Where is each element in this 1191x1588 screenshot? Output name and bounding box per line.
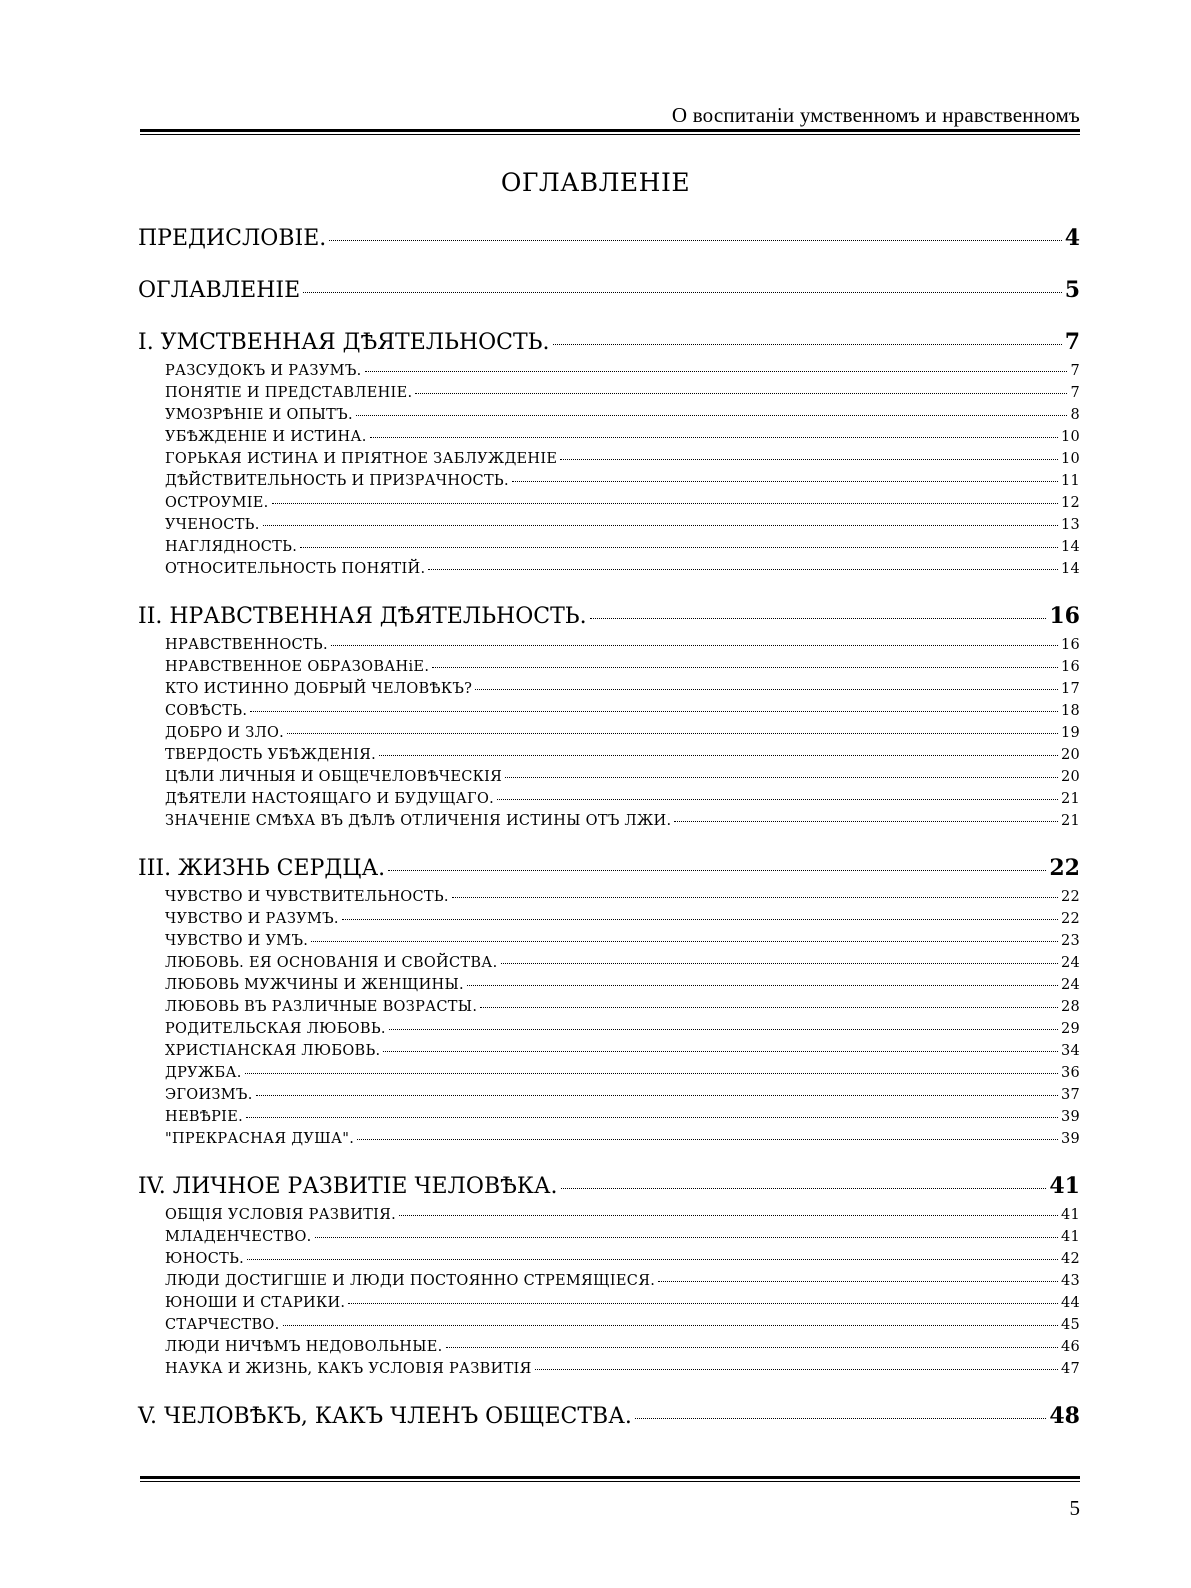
toc-entry-title: ДѢЙСТВИТЕЛЬНОСТЬ И ПРИЗРАЧНОСТЬ. bbox=[165, 473, 509, 489]
dot-leader bbox=[560, 459, 1058, 460]
running-header: О воспитанiи умственномъ и нравственномъ bbox=[671, 103, 1080, 127]
dot-leader bbox=[263, 525, 1058, 526]
toc-entry-page: 48 bbox=[1049, 1403, 1080, 1429]
toc-section-entry[interactable] bbox=[138, 1065, 1080, 1087]
toc-entry-title: УБѢЖДЕНIЕ И ИСТИНА. bbox=[165, 429, 367, 445]
toc-entry-page: 39 bbox=[1060, 1131, 1080, 1147]
toc-entry-page: 42 bbox=[1060, 1251, 1080, 1267]
toc-entry-title: ОБЩIЯ УСЛОВIЯ РАЗВИТIЯ. bbox=[165, 1207, 397, 1223]
toc-entry-title: КТО ИСТИННО ДОБРЫЙ ЧЕЛОВѢКЪ? bbox=[165, 681, 473, 697]
page-number: 5 bbox=[1069, 1496, 1080, 1520]
toc-entry-page: 19 bbox=[1060, 725, 1080, 741]
toc-entry-title: ЛЮДИ ДОСТИГШIЕ И ЛЮДИ ПОСТОЯННО СТРЕМЯЩIЕСЯ. bbox=[165, 1273, 656, 1289]
toc-section-entry[interactable] bbox=[138, 429, 1080, 451]
toc-entry-title: РАЗСУДОКЪ И РАЗУМЪ. bbox=[165, 363, 362, 379]
toc-section-entry[interactable] bbox=[138, 1361, 1080, 1383]
toc-section-entry[interactable] bbox=[138, 1087, 1080, 1109]
toc-entry-page: 41 bbox=[1049, 1173, 1080, 1199]
toc-entry-title: ЧУВСТВО И РАЗУМЪ. bbox=[165, 911, 339, 927]
toc-entry-page: 14 bbox=[1060, 561, 1080, 577]
toc-entry-page: 36 bbox=[1060, 1065, 1080, 1081]
toc-entry-page: 46 bbox=[1060, 1339, 1080, 1355]
toc-entry-page: 24 bbox=[1060, 977, 1080, 993]
toc-entry-title: "ПРЕКРАСНАЯ ДУША". bbox=[165, 1131, 355, 1147]
toc-entry-title: ОГЛАВЛЕНIЕ bbox=[138, 278, 301, 303]
footer-rule bbox=[140, 1476, 1080, 1482]
dot-leader bbox=[250, 711, 1058, 712]
dot-leader bbox=[452, 897, 1058, 898]
toc-entry-title: ДѢЯТЕЛИ НАСТОЯЩАГО И БУДУЩАГО. bbox=[165, 791, 495, 807]
toc-chapter-entry[interactable] bbox=[138, 855, 1080, 887]
dot-leader bbox=[246, 1117, 1058, 1118]
toc-section-entry[interactable] bbox=[138, 1131, 1080, 1153]
toc-entry-title: II. НРАВСТВЕННАЯ ДѢЯТЕЛЬНОСТЬ. bbox=[138, 604, 587, 629]
toc-chapter-entry[interactable] bbox=[138, 1403, 1080, 1435]
dot-leader bbox=[501, 963, 1058, 964]
toc-section-entry[interactable] bbox=[138, 473, 1080, 495]
dot-leader bbox=[315, 1237, 1058, 1238]
toc-section-entry[interactable] bbox=[138, 889, 1080, 911]
toc-entry-title: ДОБРО И ЗЛО. bbox=[165, 725, 285, 741]
toc-entry-title: УЧЕНОСТЬ. bbox=[165, 517, 260, 533]
dot-leader bbox=[342, 919, 1058, 920]
toc-entry-page: 21 bbox=[1060, 813, 1080, 829]
dot-leader bbox=[480, 1007, 1058, 1008]
dot-leader bbox=[370, 437, 1058, 438]
toc-section-entry[interactable] bbox=[138, 1251, 1080, 1273]
toc-entry-title: ТВЕРДОСТЬ УБѢЖДЕНIЯ. bbox=[165, 747, 377, 763]
dot-leader bbox=[497, 799, 1058, 800]
toc-entry-page: 23 bbox=[1060, 933, 1080, 949]
toc-entry-page: 14 bbox=[1060, 539, 1080, 555]
toc-entry-page: 39 bbox=[1060, 1109, 1080, 1125]
header-rule bbox=[140, 129, 1080, 135]
toc-entry-page: 13 bbox=[1060, 517, 1080, 533]
toc-entry-title: ДРУЖБА. bbox=[165, 1065, 242, 1081]
toc-entry-page: 10 bbox=[1060, 429, 1080, 445]
toc-entry-page: 45 bbox=[1060, 1317, 1080, 1333]
toc-entry-title: ГОРЬКАЯ ИСТИНА И ПРIЯТНОЕ ЗАБЛУЖДЕНIЕ bbox=[165, 451, 558, 467]
toc-entry-title: УМОЗРѢНIЕ И ОПЫТЪ. bbox=[165, 407, 353, 423]
toc-entry-page: 28 bbox=[1060, 999, 1080, 1015]
toc-section-entry[interactable] bbox=[138, 451, 1080, 473]
page-title: ОГЛАВЛЕНIЕ bbox=[500, 168, 691, 197]
toc-entry-title: ЛЮДИ НИЧѢМЪ НЕДОВОЛЬНЫЕ. bbox=[165, 1339, 443, 1355]
toc-entry-page: 20 bbox=[1060, 769, 1080, 785]
dot-leader bbox=[356, 415, 1068, 416]
toc-section-entry[interactable] bbox=[138, 681, 1080, 703]
toc-entry-page: 17 bbox=[1060, 681, 1080, 697]
toc-entry-page: 8 bbox=[1070, 407, 1080, 423]
dot-leader bbox=[287, 733, 1058, 734]
toc-entry-title: НРАВСТВЕННОЕ ОБРАЗОВАНiЕ. bbox=[165, 659, 430, 675]
toc-section-entry[interactable] bbox=[138, 1295, 1080, 1317]
dot-leader bbox=[329, 240, 1061, 241]
toc-section-entry[interactable] bbox=[138, 407, 1080, 429]
toc-entry-page: 16 bbox=[1060, 637, 1080, 653]
toc-section-entry[interactable] bbox=[138, 1109, 1080, 1131]
dot-leader bbox=[512, 481, 1058, 482]
toc-section-entry[interactable] bbox=[138, 977, 1080, 999]
toc-section-entry[interactable] bbox=[138, 1043, 1080, 1065]
dot-leader bbox=[247, 1259, 1058, 1260]
dot-leader bbox=[535, 1369, 1058, 1370]
dot-leader bbox=[553, 344, 1062, 345]
toc-section-entry[interactable] bbox=[138, 385, 1080, 407]
toc-entry-title: ЛЮБОВЬ ВЪ РАЗЛИЧНЫЕ ВОЗРАСТЫ. bbox=[165, 999, 478, 1015]
toc-section-entry[interactable] bbox=[138, 1339, 1080, 1361]
dot-leader bbox=[245, 1073, 1058, 1074]
toc-entry-page: 41 bbox=[1060, 1207, 1080, 1223]
toc-section-entry[interactable] bbox=[138, 955, 1080, 977]
toc-entry-title: НЕВѢРIЕ. bbox=[165, 1109, 244, 1125]
toc-entry-title: РОДИТЕЛЬСКАЯ ЛЮБОВЬ. bbox=[165, 1021, 386, 1037]
toc-entry-title: ЭГОИЗМЪ. bbox=[165, 1087, 253, 1103]
toc-entry-title: СТАРЧЕСТВО. bbox=[165, 1317, 280, 1333]
toc-section-entry[interactable] bbox=[138, 1021, 1080, 1043]
toc-entry-page: 7 bbox=[1070, 363, 1080, 379]
toc-entry-title: ЦѢЛИ ЛИЧНЫЯ И ОБЩЕЧЕЛОВѢЧЕСКIЯ bbox=[165, 769, 503, 785]
toc-entry-title: ХРИСТIАНСКАЯ ЛЮБОВЬ. bbox=[165, 1043, 381, 1059]
toc-entry-page: 16 bbox=[1049, 603, 1080, 629]
dot-leader bbox=[379, 755, 1058, 756]
dot-leader bbox=[432, 667, 1058, 668]
dot-leader bbox=[561, 1188, 1047, 1189]
toc-entry-page: 37 bbox=[1060, 1087, 1080, 1103]
toc-entry-title: НАГЛЯДНОСТЬ. bbox=[165, 539, 298, 555]
toc-section-entry[interactable] bbox=[138, 911, 1080, 933]
dot-leader bbox=[399, 1215, 1058, 1216]
toc-section-entry[interactable] bbox=[138, 769, 1080, 791]
dot-leader bbox=[428, 569, 1058, 570]
toc-entry-title: ПРЕДИСЛОВIЕ. bbox=[138, 226, 327, 251]
toc-entry-title: V. ЧЕЛОВѢКЪ, КАКЪ ЧЛЕНЪ ОБЩЕСТВА. bbox=[138, 1404, 632, 1429]
toc-entry-title: ЛЮБОВЬ МУЖЧИНЫ И ЖЕНЩИНЫ. bbox=[165, 977, 464, 993]
toc-chapter-entry[interactable] bbox=[138, 603, 1080, 635]
toc-section-entry[interactable] bbox=[138, 813, 1080, 835]
toc-entry-title: ОСТРОУМIЕ. bbox=[165, 495, 269, 511]
dot-leader bbox=[256, 1095, 1058, 1096]
toc-section-entry[interactable] bbox=[138, 1317, 1080, 1339]
toc-entry-page: 34 bbox=[1060, 1043, 1080, 1059]
toc-section-entry[interactable] bbox=[138, 999, 1080, 1021]
toc-section-entry[interactable] bbox=[138, 561, 1080, 583]
dot-leader bbox=[674, 821, 1058, 822]
toc-entry-page: 24 bbox=[1060, 955, 1080, 971]
dot-leader bbox=[331, 645, 1058, 646]
toc-entry-title: СОВѢСТЬ. bbox=[165, 703, 248, 719]
toc-entry-title: ОТНОСИТЕЛЬНОСТЬ ПОНЯТIЙ. bbox=[165, 561, 426, 577]
toc-entry-page: 10 bbox=[1060, 451, 1080, 467]
dot-leader bbox=[505, 777, 1058, 778]
toc-entry-page: 12 bbox=[1060, 495, 1080, 511]
dot-leader bbox=[365, 371, 1068, 372]
toc-entry-page: 7 bbox=[1064, 329, 1080, 355]
toc-section-entry[interactable] bbox=[138, 659, 1080, 681]
toc-entry-page: 22 bbox=[1060, 889, 1080, 905]
toc-entry-title: ПОНЯТIЕ И ПРЕДСТАВЛЕНIЕ. bbox=[165, 385, 413, 401]
toc-section-entry[interactable] bbox=[138, 791, 1080, 813]
dot-leader bbox=[446, 1347, 1058, 1348]
toc-entry-page: 7 bbox=[1070, 385, 1080, 401]
dot-leader bbox=[635, 1418, 1047, 1419]
toc-section-entry[interactable] bbox=[138, 363, 1080, 385]
toc-entry-page: 22 bbox=[1060, 911, 1080, 927]
toc-entry-title: НРАВСТВЕННОСТЬ. bbox=[165, 637, 328, 653]
toc-entry-page: 5 bbox=[1064, 277, 1080, 303]
toc-entry-title: I. УМСТВЕННАЯ ДѢЯТЕЛЬНОСТЬ. bbox=[138, 330, 550, 355]
dot-leader bbox=[383, 1051, 1057, 1052]
toc-entry-title: ЧУВСТВО И УМЪ. bbox=[165, 933, 309, 949]
dot-leader bbox=[357, 1139, 1058, 1140]
toc-entry-title: III. ЖИЗНЬ СЕРДЦА. bbox=[138, 856, 386, 881]
dot-leader bbox=[590, 618, 1047, 619]
toc-chapter-entry[interactable] bbox=[138, 1173, 1080, 1205]
dot-leader bbox=[388, 870, 1046, 871]
toc-section-entry[interactable] bbox=[138, 637, 1080, 659]
toc-entry-page: 41 bbox=[1060, 1229, 1080, 1245]
toc-entry-title: ЮНОСТЬ. bbox=[165, 1251, 245, 1267]
toc-entry-page: 29 bbox=[1060, 1021, 1080, 1037]
dot-leader bbox=[467, 985, 1058, 986]
dot-leader bbox=[311, 941, 1058, 942]
dot-leader bbox=[475, 689, 1058, 690]
toc-section-entry[interactable] bbox=[138, 1229, 1080, 1251]
toc-entry-title: МЛАДЕНЧЕСТВО. bbox=[165, 1229, 312, 1245]
toc-section-entry[interactable] bbox=[138, 517, 1080, 539]
toc-entry-title: ЮНОШИ И СТАРИКИ. bbox=[165, 1295, 346, 1311]
toc-chapter-entry[interactable] bbox=[138, 277, 1080, 309]
dot-leader bbox=[415, 393, 1067, 394]
toc-entry-title: НАУКА И ЖИЗНЬ, КАКЪ УСЛОВIЯ РАЗВИТIЯ bbox=[165, 1361, 532, 1377]
toc-entry-title: ЛЮБОВЬ. ЕЯ ОСНОВАНIЯ И СВОЙСТВА. bbox=[165, 955, 498, 971]
toc-chapter-entry[interactable] bbox=[138, 329, 1080, 361]
toc-section-entry[interactable] bbox=[138, 1273, 1080, 1295]
dot-leader bbox=[389, 1029, 1058, 1030]
toc-section-entry[interactable] bbox=[138, 539, 1080, 561]
toc-entry-page: 43 bbox=[1060, 1273, 1080, 1289]
toc-entry-page: 20 bbox=[1060, 747, 1080, 763]
toc-section-entry[interactable] bbox=[138, 933, 1080, 955]
table-of-contents bbox=[138, 225, 1080, 1435]
toc-entry-page: 47 bbox=[1060, 1361, 1080, 1377]
toc-entry-page: 21 bbox=[1060, 791, 1080, 807]
dot-leader bbox=[303, 292, 1062, 293]
toc-entry-page: 22 bbox=[1049, 855, 1080, 881]
dot-leader bbox=[300, 547, 1058, 548]
dot-leader bbox=[272, 503, 1058, 504]
toc-entry-page: 44 bbox=[1060, 1295, 1080, 1311]
toc-section-entry[interactable] bbox=[138, 703, 1080, 725]
toc-entry-title: ЗНАЧЕНIЕ СМѢХА ВЪ ДѢЛѢ ОТЛИЧЕНIЯ ИСТИНЫ ОТЪ ЛЖИ. bbox=[165, 813, 672, 829]
toc-chapter-entry[interactable] bbox=[138, 225, 1080, 257]
toc-entry-title: IV. ЛИЧНОЕ РАЗВИТIЕ ЧЕЛОВѢКА. bbox=[138, 1174, 558, 1199]
toc-section-entry[interactable] bbox=[138, 495, 1080, 517]
dot-leader bbox=[348, 1303, 1058, 1304]
toc-entry-page: 11 bbox=[1060, 473, 1080, 489]
toc-entry-page: 16 bbox=[1060, 659, 1080, 675]
dot-leader bbox=[658, 1281, 1058, 1282]
toc-entry-page: 4 bbox=[1064, 225, 1080, 251]
toc-entry-title: ЧУВСТВО И ЧУВСТВИТЕЛЬНОСТЬ. bbox=[165, 889, 449, 905]
toc-section-entry[interactable] bbox=[138, 725, 1080, 747]
toc-section-entry[interactable] bbox=[138, 747, 1080, 769]
dot-leader bbox=[283, 1325, 1058, 1326]
toc-entry-page: 18 bbox=[1060, 703, 1080, 719]
toc-section-entry[interactable] bbox=[138, 1207, 1080, 1229]
